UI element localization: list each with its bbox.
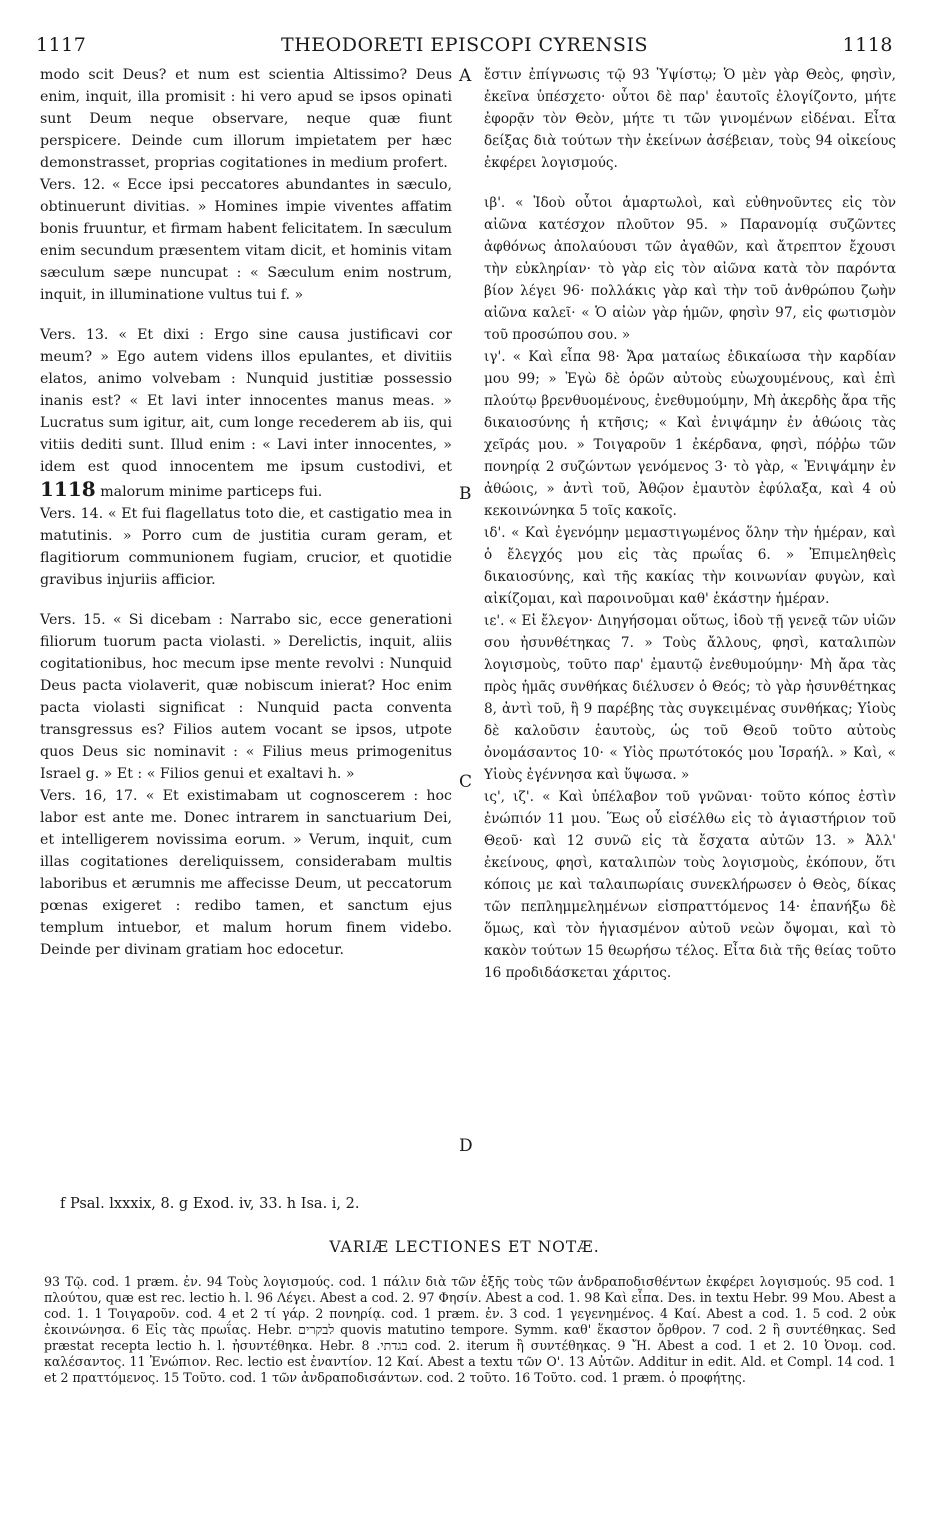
notes-heading: VARIÆ LECTIONES ET NOTÆ.	[329, 1238, 600, 1256]
section-marker-b: B	[459, 484, 472, 504]
latin-paragraph-verse-16-17: Vers. 16, 17. « Et existimabam ut cognoscerem : hoc labor est ante me. Donec intrarem in sanctuarium Dei, et intelligerem novissima eorum. » Verum, inquit, cum illas cogitationes dereliquissem, considerabam multis laboribus et ærumnis me affecisse Deum, ut peccatorum pœnas exigeret : redibo tamen, et sanctum ejus templum intuebor, et malum horum finem videbo. Deinde per divinam gratiam hoc edocetur.	[40, 788, 452, 958]
latin-paragraph-verse-15: Vers. 15. « Si dicebam : Narrabo sic, ecce generationi filiorum tuorum pacta violasti. » Derelictis, inquit, aliis cogitationibus, hoc mecum ipse mente revolvi : Nunquid Deus pacta violaverit, quæ nobiscum inierat? Hoc enim pacta violasti significat : Nunquid pacta conventa transgressus es? Filios autem vocant se ipsos, utpote quos Deus sic nominavit : « Filius meus primogenitus Israel g. » Et : « Filios genui et exaltavi h. »	[40, 612, 452, 782]
section-marker-a: A	[459, 66, 472, 86]
page-number-left: 1117	[36, 34, 87, 56]
section-marker-c: C	[459, 772, 473, 792]
scripture-footnotes: f Psal. lxxxix, 8. g Exod. iv, 33. h Isa. i, 2.	[60, 1196, 360, 1212]
greek-paragraph-verse-14: ιδ'. « Καὶ ἐγενόμην μεμαστιγωμένος ὅλην τὴν ἡμέραν, καὶ ὁ ἔλεγχός μου εἰς τὰς πρωΐας 6. » Ἐπιμεληθεὶς δικαιοσύνης, καὶ τῆς κακίας τὴν κοινωνίαν φυγὼν, καὶ αἰκίζομαι, καὶ παροινοῦμαι καθ' ἑκάστην ἡμέραν.	[484, 525, 896, 607]
latin-paragraph-verse-12: Vers. 12. « Ecce ipsi peccatores abundantes in sæculo, obtinuerunt divitias. » Homines impie viventes affatim bonis fruuntur, et firmam habent felicitatem. In sæculum enim secundum præsentem vitam dicit, et hominis vitam sæculum sæpe nuncupat : « Sæculum enim nostrum, inquit, in illuminatione vultus tui f. »	[40, 177, 452, 303]
greek-paragraph-verse-15: ιε'. « Εἰ ἔλεγον· Διηγήσομαι οὕτως, ἰδοὺ τῇ γενεᾷ τῶν υἱῶν σου ἠσυνθέτηκας 7. » Τοὺς ἄλλους, φησὶ, καταλιπὼν λογισμοὺς, τοῦτο παρ' ἐμαυτῷ ἐνεθυμούμην· Μὴ ἄρα τὰς πρὸς ἡμᾶς συνθήκας διέλυσεν ὁ Θεός; τὸ γὰρ ἠσυνθέτηκας 8, ἀντὶ τοῦ, ἢ 9 παρέβης τὰς συγκειμένας συνθήκας; Υἱοὺς δὲ καλοῦσιν ἑαυτοὺς, ὡς τοῦ Θεοῦ τοῦτο αὐτοὺς ὀνομάσαντος 10· « Υἱὸς πρωτότοκός μου Ἰσραήλ. » Καὶ, « Υἱοὺς ἐγέννησα καὶ ὕψωσα. »	[484, 613, 896, 783]
greek-paragraph-verse-13: ιγ'. « Καὶ εἶπα 98· Ἄρα ματαίως ἐδικαίωσα τὴν καρδίαν μου 99; » Ἐγὼ δὲ ὁρῶν αὐτοὺς εὐωχουμένους, καὶ ἐπὶ πλούτῳ βρενθυομένους, ἐνεθυμούμην, Μὴ ἀκερδὴς ἄρα τῆς δικαιοσύνης ἡ κτῆσις; « Καὶ ἐνιψάμην ἐν ἀθώοις τὰς χεῖράς μου. » Τοιγαροῦν 1 ἐκέρδανα, φησὶ, πόῤῥω τῶν πονηρίᾳ 2 συζώντων γενόμενος 3· τὸ γὰρ, « Ἐνιψάμην ἐν ἀθώοις, » ἀντὶ τοῦ, Ἀθῷον ἐμαυτὸν ἐφύλαξα, καὶ 4 οὐ κεκοινώνηκα 5 τοῖς κακοῖς.	[484, 349, 896, 519]
column-number: 1118	[40, 477, 96, 501]
latin-verse-13-end: malorum minime particeps fui.	[100, 484, 323, 500]
spacer	[484, 174, 896, 192]
page-number-right: 1118	[842, 34, 893, 56]
latin-paragraph-intro: modo scit Deus? et num est scientia Altissimo? Deus enim, inquit, illa promisit : hi vero apud se ipsos opinati sunt Deum neque observare, neque quæ fiunt perspicere. Deinde cum illorum impietatem per hæc demonstrasset, proprias cogitationes in medium profert.	[40, 67, 452, 171]
running-header	[36, 34, 893, 60]
greek-paragraph-verse-16-17: ις', ιζ'. « Καὶ ὑπέλαβον τοῦ γνῶναι· τοῦτο κόπος ἐστὶν ἐνώπιόν 11 μου. Ἕως οὗ εἰσέλθω εἰς τὸ ἁγιαστήριον τοῦ Θεοῦ· καὶ 12 συνῶ εἰς τὰ ἔσχατα αὐτῶν 13. » Ἀλλ' ἐκείνους, φησὶ, καταλιπὼν τοὺς λογισμοὺς, ἐκόπουν, ὅτι κόποις με καὶ ταλαιπωρίαις συνεκλήρωσεν ὁ Θεὸς, δίκας τῶν πεπλημμελημένων εἰσπραττόμενος 14· ἐπανήξω δὲ ὅμως, καὶ τὸν ἡγιασμένον αὐτοῦ νεὼν ὄψομαι, καὶ τὸ κακὸν τούτων 15 θεωρήσω τέλος. Εἶτα διὰ τῆς θείας τοῦτο 16 προδιδάσκεται χάριτος.	[484, 789, 896, 981]
latin-verse-13-text: Vers. 13. « Et dixi : Ergo sine causa justificavi cor meum? » Ego autem videns illos epulantes, et divitiis elatos, animo volvebam : Nunquid justitiæ possessio inanis est? « Et lavi inter innocentes manus meas. » Lucratus sum igitur, ait, cum longe recederem ab iis, qui vitiis dediti sunt. Illud enim : « Lavi inter innocentes, » idem est quod innocentem me ipsum custodivi, et	[40, 327, 452, 475]
section-marker-d: D	[459, 1136, 473, 1156]
variant-readings-notes: 93 Τῷ. cod. 1 præm. ἐν. 94 Τοὺς λογισμούς. cod. 1 πάλιν διὰ τῶν ἑξῆς τοὺς τῶν ἀνδραποδισθέντων ἐκφέρει λογισμούς. 95 cod. 1 πλούτου, quæ est rec. lectio h. l. 96 Λέγει. Abest a cod. 2. 97 Φησίν. Abest a cod. 1. 98 Καὶ εἶπα. Des. in textu Hebr. 99 Μου. Abest a cod. 1. 1 Τοιγαροῦν. cod. 4 et 2 τί γάρ. 2 πονηρίᾳ. cod. 1 præm. ἐν. 3 cod. 1 γεγενημένος. 4 Καί. Abest a cod. 1. 5 cod. 2 οὐκ ἐκοινώνησα. 6 Εἰς τὰς πρωΐας. Hebr. לבקרים quovis matutino tempore. Symm. καθ' ἕκαστον ὄρθρον. 7 cod. 2 ἢ συντέθηκας. Sed præstat recepta lectio h. l. ἠσυντέθηκα. Hebr. בגדתי. 8 cod. 2. iterum ἢ συντέθηκας. 9 Ἤ. Abest a cod. 1 et 2. 10 Ὀνομ. cod. καλέσαντος. 11 Ἐνώπιον. Rec. lectio est ἐναντίον. 12 Καί. Abest a textu τῶν Ο'. 13 Αὐτῶν. Additur in edit. Ald. et Compl. 14 cod. 1 et 2 πραττόμενος. 15 Τοῦτο. cod. 1 τῶν ἀνδραποδισάντων. cod. 2 τοῦτο. 16 Τοῦτο. cod. 1 præm. ὁ προφήτης.	[44, 1274, 896, 1385]
spacer	[40, 591, 452, 609]
greek-paragraph-intro: ἔστιν ἐπίγνωσις τῷ 93 Ὑψίστῳ; Ὁ μὲν γὰρ Θεὸς, φησὶν, ἐκεῖνα ὑπέσχετο· οὗτοι δὲ παρ' ἑαυτοῖς ἐλογίζοντο, μήτε ἐφορᾷν τὸν Θεὸν, μήτε τι τῶν γινομένων εἰδέναι. Εἶτα δείξας διὰ τούτων τὴν ἐκείνων ἀσέβειαν, τοὺς 94 οἰκείους ἐκφέρει λογισμούς.	[484, 67, 896, 171]
running-title: THEODORETI EPISCOPI CYRENSIS	[281, 34, 648, 56]
latin-paragraph-verse-13	[40, 324, 452, 503]
latin-paragraph-verse-14: Vers. 14. « Et fui flagellatus toto die, et castigatio mea in matutinis. » Porro cum de justitia curam geram, et flagitiorum communionem fugiam, crucior, et quotidie gravibus injuriis afficior.	[40, 506, 452, 588]
spacer	[40, 306, 452, 324]
greek-column	[484, 64, 896, 984]
latin-column	[40, 64, 452, 961]
greek-paragraph-verse-12: ιβ'. « Ἰδοὺ οὗτοι ἁμαρτωλοὶ, καὶ εὐθηνοῦντες εἰς τὸν αἰῶνα κατέσχον πλοῦτον 95. » Παρανομίᾳ συζῶντες ἀφθόνως ἀπολαύουσι τῶν ἀγαθῶν, καὶ ἄτρεπτον ἔχουσι τὴν εὐκληρίαν· τὸ γὰρ εἰς τὸν αἰῶνα κατὰ τὸν παρόντα βίον λέγει 96· πολλάκις γὰρ καὶ τὴν τοῦ ἀνθρώπου ζωὴν αἰῶνα καλεῖ· « Ὁ αἰὼν γὰρ ἡμῶν, φησὶν 97, εἰς φωτισμὸν τοῦ προσώπου σου. »	[484, 195, 896, 343]
